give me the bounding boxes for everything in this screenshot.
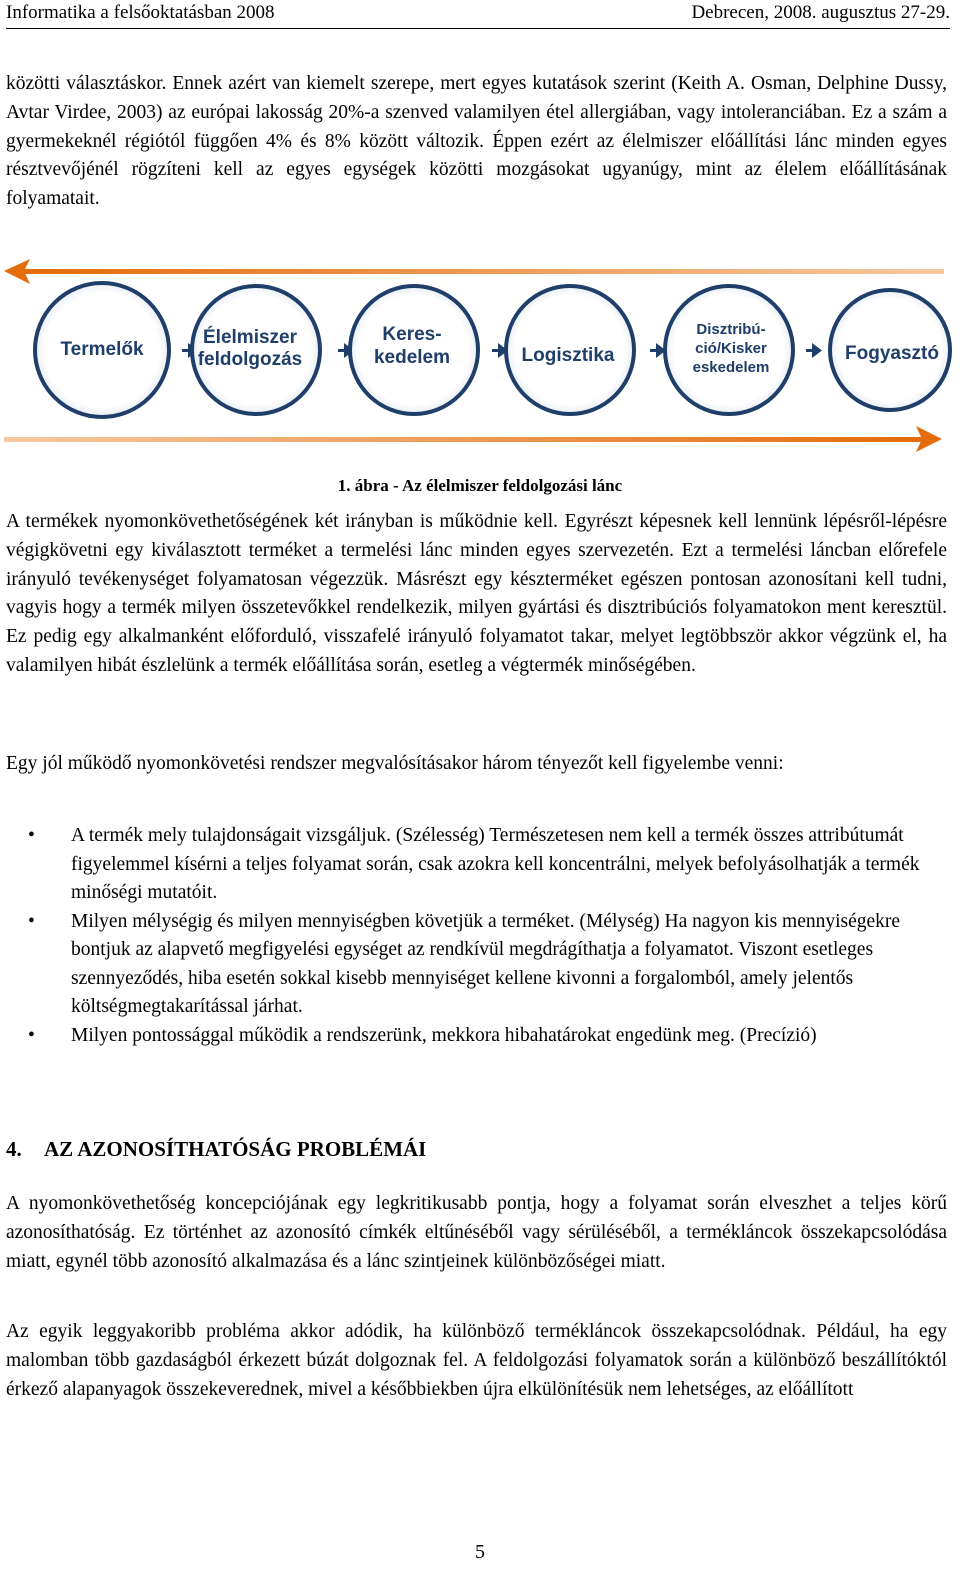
node-logisztika <box>506 286 634 414</box>
node-fogyaszto <box>830 290 950 410</box>
food-chain-diagram <box>0 255 960 465</box>
node-label-line1: Disztribú- <box>696 321 766 338</box>
bullet-icon: • <box>28 1024 35 1046</box>
node-elelmiszer-feldolgozas <box>192 286 320 414</box>
node-label: Logisztika <box>521 345 615 366</box>
node-termelok <box>35 283 169 417</box>
node-label-line1: Keres- <box>382 324 442 345</box>
list-item-text: A termék mely tulajdonságait vizsgáljuk. (Szélesség) Természetesen nem kell a termék összes attribútumát figyelemmel kísérni a teljes folyamat során, csak azokra kell koncentrálni, melyek befolyásolhatják a termék minőségi mutatóit. <box>71 825 920 903</box>
node-label: Fogyasztó <box>845 343 939 364</box>
backward-arrow <box>4 259 944 284</box>
header-location-date: Debrecen, 2008. augusztus 27-29. <box>691 2 950 23</box>
node-disztribucio <box>665 286 793 414</box>
paragraph-identifiability: A nyomonkövethetőség koncepciójának egy legkritikusabb pontja, hogy a folyamat során elveszhet a teljes körű azonosíthatóság. Ez történhet az azonosító címkék eltűnéséből vagy sérüléséből, a termékláncok összekapcsolódása miatt, egynél több azonosító alkalmazása és a lánc szintjeinek különbözőségei miatt. <box>6 1193 947 1272</box>
factor-list <box>28 822 943 1050</box>
node-label-line3: eskedelem <box>692 359 770 376</box>
node-label-line2: kedelem <box>373 347 451 368</box>
node-label-line1: Élelmiszer <box>203 327 297 348</box>
paragraph-traceability-directions: A termékek nyomonkövethetőségének két irányban is működnie kell. Egyrészt képesnek kell lennünk lépésről-lépésre végigkövetni egy kiválasztott terméket a termelési lánc minden egyes szervezetén. Ezt a termelési láncban előrefele irányuló tevékenységet folyamatosan végezzük. Másrészt egy készterméket egészen pontosan azonosítani kell tudni, vagyis hogy a termék milyen összetevőkkel rendelkezik, milyen gyártási és disztribúciós folyamatokon ment keresztül. Ez pedig egy alkalmanként előforduló, visszafelé irányuló folyamatot takar, melyet legtöbbször akkor végzünk el, ha valamilyen hibát észlelünk a termék előállítása során, esetleg a végtermék minőségében. <box>6 511 947 676</box>
list-item <box>28 822 943 908</box>
list-item-text: Milyen pontossággal működik a rendszerünk, mekkora hibahatárokat engedünk meg. (Precízió) <box>71 1024 817 1046</box>
node-label-line2: ció/Kisker <box>695 340 767 357</box>
node-label-line2: feldolgozás <box>197 349 303 370</box>
list-item <box>28 1022 943 1051</box>
list-item <box>28 908 943 1022</box>
paragraph-three-factors: Egy jól működő nyomonkövetési rendszer megvalósításakor három tényezőt kell figyelembe venni: <box>6 753 784 774</box>
paragraph-allergy: közötti választáskor. Ennek azért van kiemelt szerepe, mert egyes kutatások szerint (Keith A. Osman, Delphine Dussy, Avtar Virdee, 2003) az európai lakosság 20%-a szenved valamilyen étel allergiában, vagy intoleranciában. Ez a szám a gyermekeknél régiótól függően 4% és 8% között változik. Éppen ezért az élelmiszer előállítási lánc minden egyes résztvevőjénél rögzíteni kell az egyes egységek közötti mozgásokat ugyanúgy, mint az élelem előállításának folyamatait. <box>6 73 947 210</box>
node-label: Termelők <box>60 339 144 360</box>
page-header <box>6 0 950 29</box>
section-title: AZ AZONOSÍTHATÓSÁG PROBLÉMÁI <box>44 1137 427 1161</box>
bullet-icon: • <box>28 910 35 932</box>
section-number: 4. <box>6 1137 22 1161</box>
bullet-icon: • <box>28 825 35 846</box>
forward-arrow <box>4 426 942 452</box>
list-item-text: Milyen mélységig és milyen mennyiségben követjük a terméket. (Mélység) Ha nagyon kis mennyiségekre bontjuk az alapvető megfigyelési egységet az rendkívül megdrágíthatja a folyamatot. Viszont esetleges szennyeződés, hiba esetén sokkal kisebb mennyiséget kellene kivonni a forgalomból, amely jelentős költségmegtakarítással járhat. <box>71 910 901 1017</box>
figure-caption: 1. ábra - Az élelmiszer feldolgozási lánc <box>337 476 623 495</box>
node-kereskedelem <box>350 286 478 414</box>
page-number: 5 <box>475 1541 485 1563</box>
paragraph-chain-merge: Az egyik leggyakoribb probléma akkor adódik, ha különböző termékláncok összekapcsolódnak. Például, ha egy malomban több gazdaságból érkezett búzát dolgoznak fel. A feldolgozási folyamatok során a különböző beszállítóktól érkező alapanyagok összekeverednek, mivel a későbbiekben újra elkülönítésük nem lehetséges, az előállított <box>6 1321 947 1400</box>
header-conference: Informatika a felsőoktatásban 2008 <box>6 2 275 23</box>
section-heading <box>6 1137 426 1162</box>
